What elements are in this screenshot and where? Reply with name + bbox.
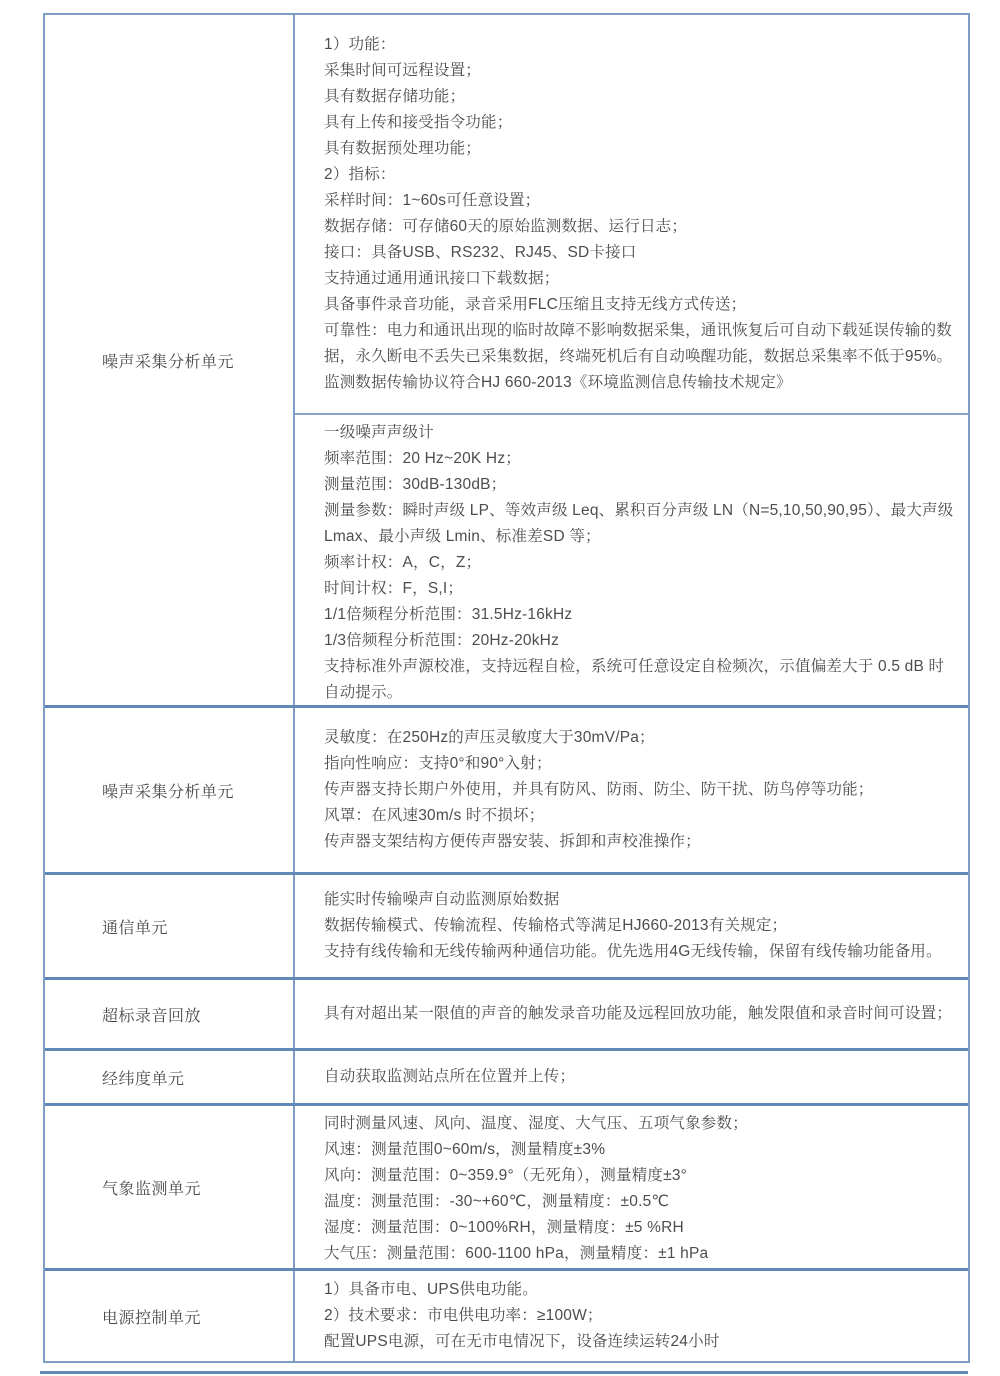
spec-section: [295, 15, 968, 415]
spec-line: 频率计权：A，C，Z；: [324, 554, 482, 571]
spec-line: 能实时传输噪声自动监测原始数据: [324, 891, 560, 908]
spec-line: 1）具备市电、UPS供电功能。: [324, 1281, 538, 1298]
spec-section: [295, 980, 968, 1048]
spec-line: 测量参数：瞬时声级 LP、等效声级 Leq、累积百分声级 LN（N=5,10,50,90,95）、最大声级 Lmax、最小声级 Lmin、标准差SD 等；: [324, 502, 954, 545]
spec-section: [295, 875, 968, 977]
spec-row: [45, 1103, 968, 1268]
spec-line: 湿度：测量范围：0~100%RH，测量精度：±5 %RH: [324, 1219, 684, 1236]
spec-row: [45, 872, 968, 977]
spec-row: [45, 1268, 968, 1361]
spec-line: 监测数据传输协议符合HJ 660-2013《环境监测信息传输技术规定》: [324, 374, 792, 391]
spec-line: 采集时间可远程设置；: [324, 62, 482, 79]
spec-row: [45, 15, 968, 705]
unit-label: 气象监测单元: [102, 1180, 202, 1198]
spec-line: 频率范围：20 Hz~20K Hz；: [324, 450, 521, 467]
unit-label: 电源控制单元: [102, 1309, 202, 1327]
spec-line: 温度：测量范围：-30~+60℃，测量精度：±0.5℃: [324, 1193, 670, 1210]
spec-section: [295, 415, 968, 711]
spec-line: 1）功能：: [324, 36, 396, 53]
unit-name-cell: [45, 980, 295, 1048]
spec-content-cell: [295, 875, 968, 977]
unit-name-cell: [45, 1106, 295, 1268]
spec-line: 一级噪声声级计: [324, 424, 434, 441]
spec-line: 具有数据预处理功能；: [324, 140, 482, 157]
spec-line: 指向性响应：支持0°和90°入射；: [324, 755, 552, 772]
spec-section: [295, 1106, 968, 1272]
unit-label: 噪声采集分析单元: [102, 353, 235, 371]
spec-line: 可靠性：电力和通讯出现的临时故障不影响数据采集，通讯恢复后可自动下载延误传输的数据，永久断电不丢失已采集数据，终端死机后有自动唤醒功能，数据总采集率不低于95%。: [324, 322, 953, 365]
unit-name-cell: [45, 875, 295, 977]
spec-line: 支持标准外声源校准，支持远程自检，系统可任意设定自检频次，示值偏差大于 0.5 dB 时自动提示。: [324, 658, 945, 701]
spec-line: 时间计权：F，S,I；: [324, 580, 464, 597]
unit-label: 通信单元: [102, 919, 169, 937]
spec-content-cell: [295, 15, 968, 705]
unit-name-cell: [45, 1051, 295, 1103]
spec-content-cell: [295, 1051, 968, 1103]
spec-line: 大气压：测量范围：600-1100 hPa，测量精度：±1 hPa: [324, 1245, 709, 1262]
spec-content-cell: [295, 708, 968, 872]
spec-line: 支持有线传输和无线传输两种通信功能。优先选用4G无线传输，保留有线传输功能备用。: [324, 943, 942, 960]
unit-label: 超标录音回放: [102, 1007, 202, 1025]
unit-name-cell: [45, 708, 295, 872]
spec-line: 配置UPS电源，可在无市电情况下，设备连续运转24小时: [324, 1333, 720, 1350]
spec-line: 具有对超出某一限值的声音的触发录音功能及远程回放功能，触发限值和录音时间可设置；: [324, 1005, 953, 1022]
spec-content-cell: [295, 1271, 968, 1361]
spec-row: [45, 1048, 968, 1103]
spec-row: [45, 705, 968, 872]
spec-content-cell: [295, 1106, 968, 1268]
spec-line: 数据传输模式、传输流程、传输格式等满足HJ660-2013有关规定；: [324, 917, 788, 934]
unit-label: 噪声采集分析单元: [102, 783, 235, 801]
spec-line: 测量范围：30dB-130dB；: [324, 476, 507, 493]
spec-line: 自动获取监测站点所在位置并上传；: [324, 1068, 576, 1085]
spec-line: 风速：测量范围0~60m/s，测量精度±3%: [324, 1141, 606, 1158]
spec-line: 接口：具备USB、RS232、RJ45、SD卡接口: [324, 244, 637, 261]
unit-name-cell: [45, 1271, 295, 1361]
next-row-top-border: [40, 1371, 968, 1374]
spec-line: 采样时间：1~60s可任意设置；: [324, 192, 541, 209]
unit-name-cell: [45, 15, 295, 705]
unit-label: 经纬度单元: [102, 1070, 185, 1088]
spec-row: [45, 977, 968, 1048]
spec-line: 具备事件录音功能，录音采用FLC压缩且支持无线方式传送；: [324, 296, 747, 313]
spec-line: 传声器支架结构方便传声器安装、拆卸和声校准操作；: [324, 833, 701, 850]
spec-line: 数据存储：可存储60天的原始监测数据、运行日志；: [324, 218, 688, 235]
spec-line: 1/3倍频程分析范围：20Hz-20kHz: [324, 632, 560, 649]
spec-line: 传声器支持长期户外使用，并具有防风、防雨、防尘、防干扰、防鸟停等功能；: [324, 781, 874, 798]
spec-line: 具有上传和接受指令功能；: [324, 114, 513, 131]
spec-section: [295, 1051, 968, 1103]
spec-line: 具有数据存储功能；: [324, 88, 466, 105]
spec-section: [295, 708, 968, 872]
spec-line: 1/1倍频程分析范围：31.5Hz-16kHz: [324, 606, 573, 623]
spec-line: 灵敏度：在250Hz的声压灵敏度大于30mV/Pa；: [324, 729, 655, 746]
spec-line: 2）技术要求：市电供电功率：≥100W；: [324, 1307, 603, 1324]
spec-table: [43, 13, 970, 1363]
spec-line: 风向：测量范围：0~359.9°（无死角），测量精度±3°: [324, 1167, 688, 1184]
spec-line: 同时测量风速、风向、温度、湿度、大气压、五项气象参数；: [324, 1115, 748, 1132]
spec-line: 2）指标：: [324, 166, 396, 183]
spec-line: 风罩：在风速30m/s 时不损坏；: [324, 807, 545, 824]
spec-section: [295, 1271, 968, 1361]
spec-content-cell: [295, 980, 968, 1048]
spec-line: 支持通过通用通讯接口下载数据；: [324, 270, 560, 287]
